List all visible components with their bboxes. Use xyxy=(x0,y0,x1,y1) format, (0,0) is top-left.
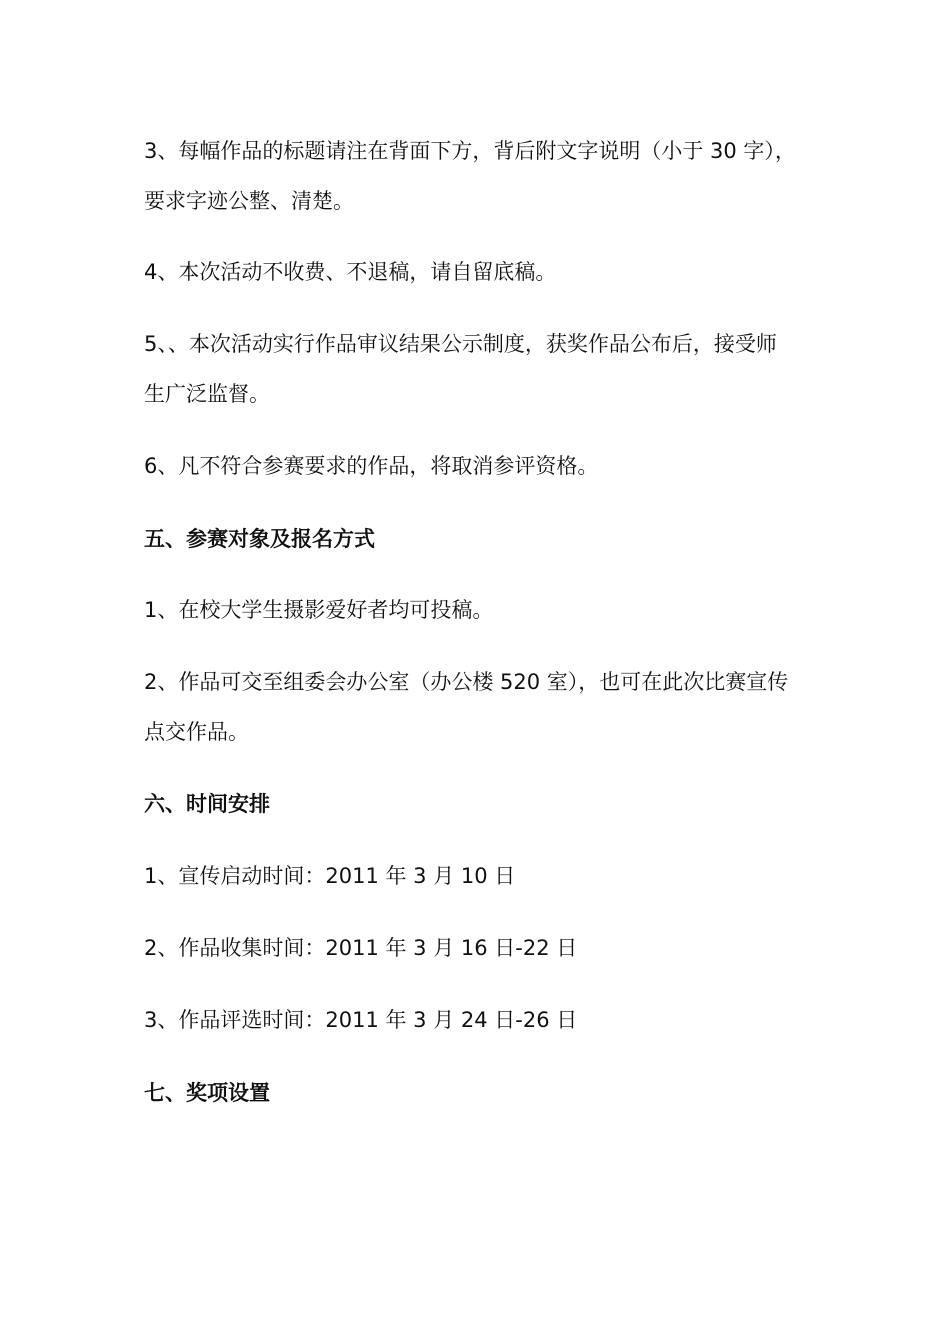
participants-item-2-line-2: 点交作品。 xyxy=(144,720,249,744)
rule-5-line-2: 生广泛监督。 xyxy=(144,382,270,406)
section-heading-schedule: 六、时间安排 xyxy=(144,792,270,816)
section-heading-awards: 七、奖项设置 xyxy=(144,1081,270,1105)
schedule-item-1: 1、宣传启动时间：2011 年 3 月 10 日 xyxy=(144,864,516,888)
participants-item-1: 1、在校大学生摄影爱好者均可投稿。 xyxy=(144,598,494,622)
section-heading-participants: 五、参赛对象及报名方式 xyxy=(144,527,375,551)
rule-6: 6、凡不符合参赛要求的作品，将取消参评资格。 xyxy=(144,454,599,478)
rule-4: 4、本次活动不收费、不退稿，请自留底稿。 xyxy=(144,260,557,284)
rule-3-line-1: 3、每幅作品的标题请注在背面下方，背后附文字说明（小于 30 字）， xyxy=(144,139,796,163)
rule-3-line-2: 要求字迹公整、清楚。 xyxy=(144,189,354,213)
schedule-item-3: 3、作品评选时间：2011 年 3 月 24 日-26 日 xyxy=(144,1008,578,1032)
participants-item-2-line-1: 2、作品可交至组委会办公室（办公楼 520 室），也可在此次比赛宣传 xyxy=(144,670,789,694)
schedule-item-2: 2、作品收集时间：2011 年 3 月 16 日-22 日 xyxy=(144,936,578,960)
rule-5-line-1: 5、、本次活动实行作品审议结果公示制度，获奖作品公布后，接受师 xyxy=(144,332,777,356)
